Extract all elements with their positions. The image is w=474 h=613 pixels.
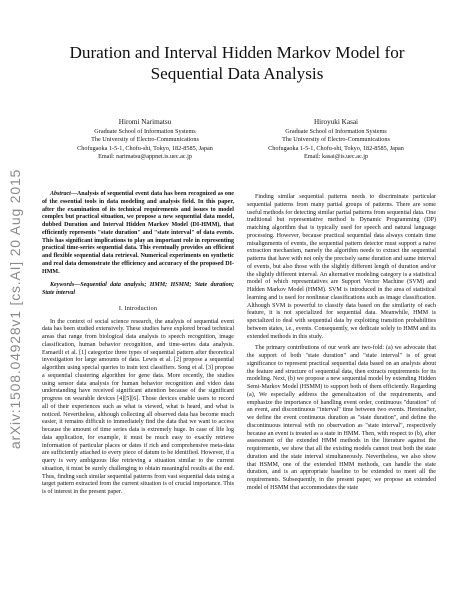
left-column bbox=[42, 191, 234, 497]
author-block-1 bbox=[45, 118, 245, 161]
abstract bbox=[42, 191, 234, 276]
paper-title bbox=[0, 42, 474, 84]
author-name: Hiromi Narimatsu bbox=[118, 118, 172, 126]
author-university: The University of Electro-Communications bbox=[282, 136, 390, 144]
author-email: Email: narimatsu@appnet.is.uec.ac.jp bbox=[98, 152, 192, 160]
author-university: The University of Electro-Communications bbox=[91, 136, 199, 144]
section-heading-introduction: I. Introduction bbox=[118, 305, 158, 312]
paper-title-line-1: Duration and Interval Hidden Markov Model for bbox=[69, 43, 405, 62]
author-name: Hiroyuki Kasai bbox=[313, 118, 359, 126]
author-school: Graduate School of Information Systems bbox=[94, 128, 196, 135]
intro-paragraph-1: In the context of social science research, the analysis of sequential event data has been studied extensively. These studies have explored broad technical areas that range from biological data analysis to speech recognition, image classification, human behavior recognition, and time-series data analysis. Esmaeili et al. [1] categorize three types of sequential pattern after theoretical investigation for large amounts of data. Lewis et al. [2] propose a sequential algorithm using special queries to train text classifiers. Song et al. [3] propose a sequential clustering algorithm for gene data. More recently, the studies using sensor data analysis for human behavior recognition and video data understanding have received significant attention because of the significant progress on wearable devices [4][5][6]. Those devices enable users to record all of their experiences such as what is viewed, what is heard, and what is noticed. Nevertheless, although collecting all observed data has become much easier, it remains difficult to immediately find the data that we want to access because the amount of time series data is extremely huge. In case of life log data application, for example, it must be much easy to exactly retrieve information of particular places or dates if rich and comprehensive meta-data are sufficiently attached to every piece of datum to be identified. However, if a query is very ambiguous like retrieving a situation similar to the current situation, it must be surely challenging to obtain meaningful results at the end. Thus, finding such similar sequential patterns from vast sequential data using a target pattern extracted from the current situation is of crucial importance. This is of interest in the present paper. bbox=[42, 318, 234, 495]
arxiv-stamp: arXiv:1508.04928v1 [cs.AI] 20 Aug 2015 bbox=[7, 168, 23, 450]
right-column bbox=[247, 194, 436, 493]
author-address: Chofugaoka 1-5-1, Chofu-shi, Tokyo, 182-8585, Japan bbox=[268, 144, 404, 152]
keywords-label: Keywords bbox=[50, 282, 75, 289]
keywords bbox=[42, 282, 234, 298]
author-block-2 bbox=[237, 118, 435, 161]
keywords-text: —Sequential data analysis; HMM; HSMM; State duration; State interval bbox=[42, 282, 234, 296]
author-address: Chofugaoka 1-5-1, Chofu-shi, Tokyo, 182-8585, Japan bbox=[77, 144, 213, 152]
author-school: Graduate School of Information Systems bbox=[285, 128, 387, 135]
intro-paragraph-3: The primary contributions of our work are two-fold: (a) we advocate that the support of both "state duration" and "state interval" is of great significance to represent practical sequential data based on an analysis about the feature and structure of sequential data, then extracts requirements for its modeling. Next, (b) we propose a new sequential model by extending Hidden Semi-Markov Model (HSMM) to support both of them efficiently. Regarding (a), We especially address the generalization of the requirements, and emphasize the importance of handling event order, continuous "duration" of an event, and discontinuous "interval" time between two events. Hereinafter, we define the event continuous duration as "state duration", and define the discontinuous interval with no observation as "state interval", respectively because an event is treated as a state in HMM. Then, with respect to (b), after assessment of the extended HMM methods in the literature against the requirements, we show that all the existing models cannot treat both the state duration and the state interval simultaneously. Nevertheless, we also show that HSMM, one of the extended HMM methods, can handle the state duration, and is an appropriate baseline to be extended to meet all the requirements. Subsequently, in the present paper, we propose an extended model of HSMM that accommodates the state bbox=[247, 345, 436, 491]
intro-paragraph-2: Finding similar sequential patterns needs to discriminate particular sequential patterns from many partial groups of patterns. There are some useful methods for detecting similar partial patterns from sequential data. One traditional but representative method is Dynamic Programming (DP) matching algorithm that is typically used for speech and natural language processing. However, because practical sequential data always contain time misalignments of events, the sequential pattern detector must support a naive extraction mechanism, namely the algorithm needs to extract the sequential patterns that have with not only the precisely same duration and same interval of events, but also those with the slightly different length of duration and/or the slightly different interval. An alternative modeling category is a statistical model of which representatives are Support Vector Machine (SVM) and Hidden Markov Model (HMM). SVM is introduced in the area of statistical learning and is used for nonlinear classifications such as image classification. Although SVM is powerful to classify data based on the similarity of each feature, it is not specialized for sequential data. Meanwhile, HMM is specialized to deal with sequential data by exploiting transition probabilities between states, i.e., events. Consequently, we dedicate solely to HMM and its extended methods in this study. bbox=[247, 194, 436, 340]
abstract-label: Abstract bbox=[50, 191, 71, 197]
abstract-text: —Analysis of sequential event data has been recognized as one of the essential tools in data modeling and analysis field. In this paper, after the examination of its technical requirements and issues to model complex but practical situation, we propose a new sequential data model, dubbed Duration and Interval Hidden Markov Model (DI-HMM), that efficiently represents "state duration" and "state interval" of data events. This has significant implications to play an important role in representing practical time-series sequential data. This eventually provides an efficient and flexible sequential data retrieval. Numerical experiments on synthetic and real data demonstrate the efficiency and accuracy of the proposed DI-HMM. bbox=[42, 191, 234, 275]
author-email: Email: kasai@is.uec.ac.jp bbox=[303, 152, 369, 160]
paper-title-line-2: Sequential Data Analysis bbox=[150, 64, 324, 83]
